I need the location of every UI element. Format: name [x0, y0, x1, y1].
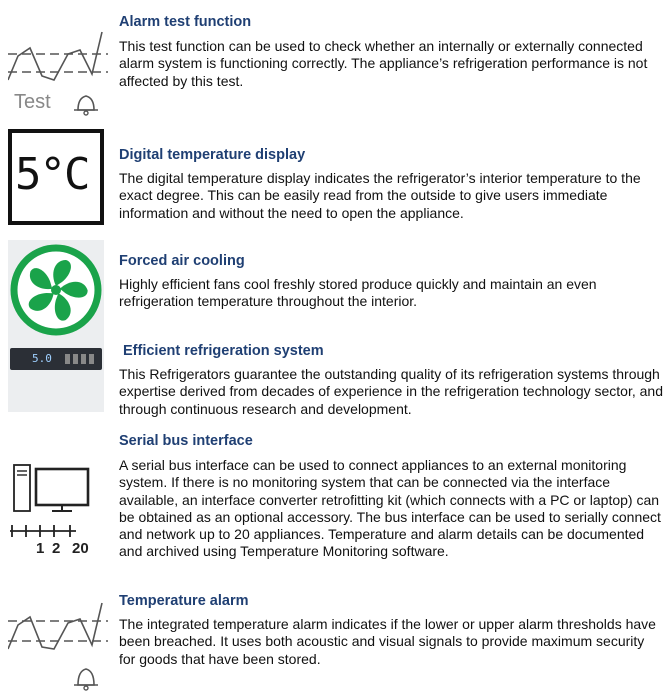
- feature-title: Forced air cooling: [119, 253, 245, 269]
- digital-display-icon: [8, 129, 104, 225]
- feature-title: Digital temperature display: [119, 147, 306, 163]
- feature-description: The integrated temperature alarm indicates if the lower or upper alarm thresholds have been breached. It uses both acoustic and visual signals to provide maximum security for goods that have been stored.: [119, 616, 656, 667]
- alarm-test-icon: [8, 14, 108, 118]
- feature-temperature-alarm: [0, 585, 666, 700]
- feature-description: This Refrigerators guarantee the outstanding quality of its refrigeration systems through expertise derived from decades of experience in the refrigeration technology sector, and through continuous research and development.: [119, 366, 663, 417]
- feature-description: Highly efficient fans cool freshly stored produce quickly and maintain an even refrigeration temperature throughout the interior.: [119, 276, 597, 310]
- serial-bus-icon: [8, 461, 108, 561]
- digital-display-readout: 5°C: [15, 149, 89, 200]
- feature-digital-display: [0, 120, 666, 238]
- feature-title: Temperature alarm: [119, 593, 249, 609]
- serial-bus-label-20: 20: [72, 540, 89, 557]
- feature-refrigeration-system: [0, 330, 666, 430]
- temperature-alarm-icon: [8, 589, 108, 693]
- serial-bus-label-2: 2: [52, 540, 61, 557]
- feature-alarm-test: [0, 0, 666, 120]
- feature-description: A serial bus interface can be used to connect appliances to an external monitoring system. If there is no monitoring system that can be connected via the interface available, an interface converter retrofitting kit (which connects with a PC or laptop) can be obtained as an optional accessory. The bus interface can be used to serially connect and network up to 20 appliances. Temperature and alarm details can be documented and archived using Temperature Monitoring software.: [119, 457, 661, 560]
- feature-title: Serial bus interface: [119, 433, 253, 449]
- control-panel-readout: 5.0: [32, 352, 52, 365]
- feature-forced-air-cooling: [0, 238, 666, 330]
- feature-title: Efficient refrigeration system: [123, 343, 324, 359]
- feature-serial-bus: [0, 425, 666, 585]
- feature-description: This test function can be used to check whether an internally or externally connected alarm system is functioning correctly. The appliance’s refrigeration performance is not affected by this test.: [119, 38, 648, 89]
- alarm-test-icon-label: Test: [14, 91, 51, 113]
- feature-description: The digital temperature display indicates the refrigerator’s interior temperature to the exact degree. This can be easily read from the outside to give users immediate information and without the need to open the appliance.: [119, 170, 641, 221]
- feature-title: Alarm test function: [119, 14, 252, 30]
- serial-bus-label-1: 1: [36, 540, 45, 557]
